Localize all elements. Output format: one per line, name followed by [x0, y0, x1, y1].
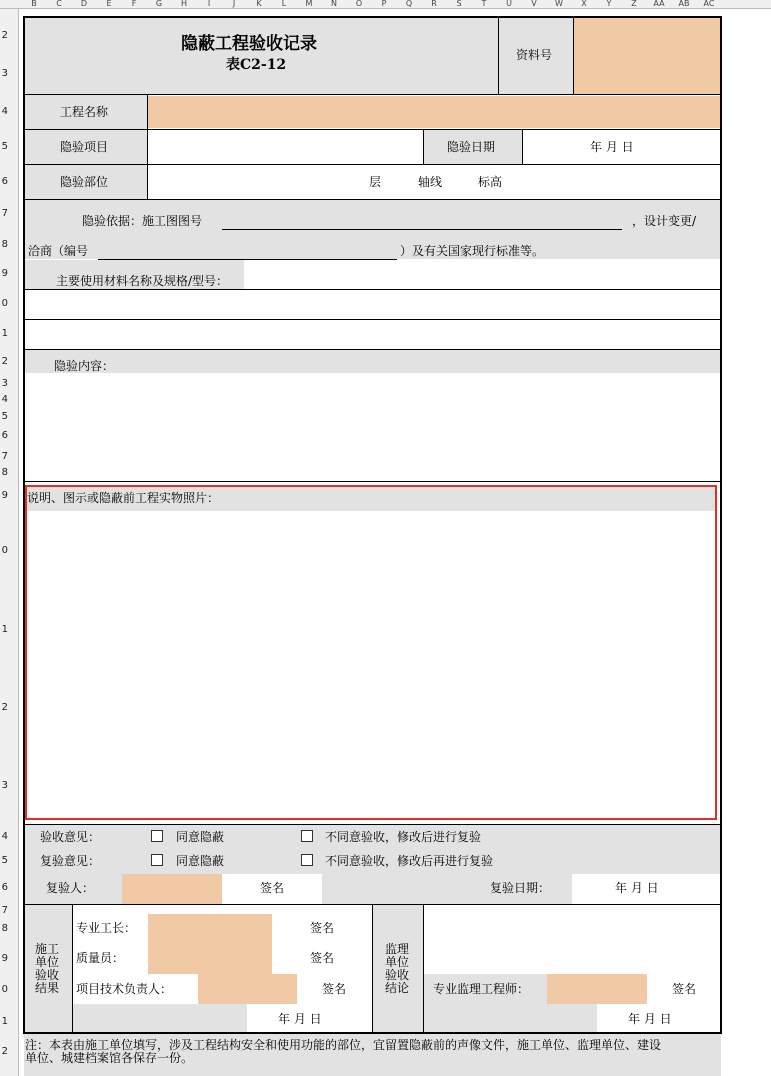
row-header[interactable]: 2 [1, 356, 8, 367]
supervision-unit-4: 结论 [385, 981, 410, 995]
column-header-i[interactable]: I [207, 0, 211, 8]
supervisor-sign: 签名 [672, 982, 697, 996]
agree-hide-label: 同意隐蔽 [176, 830, 225, 844]
disagree-recheck-label: 不同意验收，修改后再进行复验 [325, 854, 494, 868]
column-header-y[interactable]: Y [606, 0, 612, 8]
column-header-g[interactable]: G [155, 0, 163, 8]
foreman-sign: 签名 [310, 921, 335, 935]
form-code: 表C2-12 [226, 57, 287, 73]
column-header-n[interactable]: N [331, 0, 337, 8]
row-header[interactable]: 9 [1, 953, 8, 964]
v-line [423, 904, 424, 1032]
part-layer: 层 [369, 175, 382, 189]
column-header-d[interactable]: D [80, 0, 88, 8]
recheck-date-ymd: 年 月 日 [615, 881, 659, 895]
row-header[interactable]: 7 [1, 905, 8, 916]
drawing-no-underline[interactable] [222, 229, 622, 230]
page-title: 隐蔽工程验收记录 [181, 34, 317, 54]
basis-suffix: ，设计变更/ [632, 214, 697, 228]
part-elevation: 标高 [478, 175, 503, 189]
row-header[interactable]: 6 [1, 430, 8, 441]
h-line [24, 1032, 721, 1034]
v-line [72, 904, 73, 1032]
row-header[interactable]: 7 [1, 451, 8, 462]
date-ymd: 年 月 日 [590, 140, 634, 154]
quality-label: 质量员： [76, 951, 125, 965]
column-header-w[interactable]: W [555, 0, 563, 8]
row-header[interactable]: 4 [1, 831, 8, 842]
row-header[interactable]: 5 [1, 411, 8, 422]
column-header-u[interactable]: U [506, 0, 512, 8]
materials-label: 主要使用材料名称及规格/型号： [56, 274, 229, 288]
materials-underline[interactable] [247, 289, 721, 290]
change-no-underline[interactable] [98, 259, 397, 260]
row-header[interactable]: 2 [1, 702, 8, 713]
v-line [498, 17, 499, 94]
row-header[interactable]: 5 [1, 855, 8, 866]
h-line [24, 129, 721, 130]
tech-leader-label: 项目技术负责人： [76, 982, 173, 996]
column-header-l[interactable]: L [281, 0, 287, 8]
row-header[interactable]: 1 [1, 328, 8, 339]
rechecker-label: 复验人： [46, 881, 95, 895]
column-header-h[interactable]: H [180, 0, 187, 8]
column-header-r[interactable]: R [431, 0, 437, 8]
project-name-label: 工程名称 [60, 105, 109, 119]
basis-line2-prefix: 洽商（编号 [28, 244, 89, 258]
v-line [573, 17, 574, 94]
row-header[interactable]: 0 [1, 298, 8, 309]
row-header[interactable]: 7 [1, 208, 8, 219]
column-header-aa[interactable]: AA [653, 0, 665, 8]
part-label: 隐验部位 [60, 175, 109, 189]
selection-highlight[interactable] [25, 485, 717, 820]
row-header[interactable]: 6 [1, 176, 8, 187]
construction-unit-4: 结果 [35, 981, 60, 995]
h-line [24, 481, 721, 482]
agree-hide2-checkbox[interactable] [151, 854, 163, 866]
v-line [522, 129, 523, 164]
column-header-z[interactable]: Z [631, 0, 637, 8]
row-header[interactable]: 8 [1, 467, 8, 478]
note-line-2: 单位、城建档案馆各保存一份。 [25, 1051, 194, 1065]
supervisor-date-ymd: 年 月 日 [628, 1012, 672, 1026]
column-header-p[interactable]: P [381, 0, 387, 8]
column-header-ab[interactable]: AB [678, 0, 690, 8]
supervisor-label: 专业监理工程师： [433, 982, 530, 996]
row-header[interactable]: 0 [1, 984, 8, 995]
column-header-c[interactable]: C [56, 0, 62, 8]
row-header[interactable]: 8 [1, 923, 8, 934]
basis-line2-suffix: ）及有关国家现行标准等。 [400, 244, 545, 258]
foreman-label: 专业工长： [76, 921, 137, 935]
tech-leader-sign: 签名 [322, 982, 347, 996]
column-header-j[interactable]: J [232, 0, 236, 8]
photo-label: 说明、图示或隐蔽前工程实物照片： [27, 491, 220, 505]
disagree-accept-label: 不同意验收，修改后进行复验 [325, 830, 482, 844]
column-header-e[interactable]: E [106, 0, 112, 8]
column-header-t[interactable]: T [481, 0, 487, 8]
row-header[interactable]: 3 [1, 68, 8, 79]
disagree-accept-checkbox[interactable] [301, 830, 313, 842]
v-line [372, 904, 373, 1032]
content-label: 隐验内容： [54, 359, 115, 373]
basis-prefix: 隐验依据：施工图图号 [82, 214, 203, 228]
column-header-k[interactable]: K [256, 0, 262, 8]
row-header[interactable]: 0 [1, 545, 8, 556]
row-header[interactable]: 4 [1, 394, 8, 405]
disagree-recheck-checkbox[interactable] [301, 854, 313, 866]
h-line [24, 94, 721, 95]
h-line [24, 349, 721, 350]
h-line [24, 319, 721, 320]
quality-sign: 签名 [310, 951, 335, 965]
item-label: 隐验项目 [60, 140, 109, 154]
h-line [24, 824, 721, 825]
note-line-1: 注：本表由施工单位填写，涉及工程结构安全和使用功能的部位，宜留置隐蔽前的声像文件，施工单位、监理单位、建设 [25, 1038, 662, 1052]
v-line [147, 94, 148, 199]
rechecker-sign: 签名 [260, 881, 285, 895]
row-header[interactable]: 4 [1, 106, 8, 117]
row-header[interactable]: 2 [1, 1046, 8, 1057]
construction-unit-1: 施工 [35, 942, 60, 956]
row-header[interactable]: 1 [1, 624, 8, 635]
row-header[interactable]: 3 [1, 378, 8, 389]
supervision-unit-1: 监理 [385, 942, 410, 956]
sign-date-ymd: 年 月 日 [278, 1012, 322, 1026]
doc-no-label: 资料号 [516, 48, 553, 62]
recheck-opinion-label: 复验意见： [40, 854, 101, 868]
row-header[interactable]: 8 [1, 239, 8, 250]
row-header[interactable]: 5 [1, 141, 8, 152]
date-label: 隐验日期 [447, 140, 496, 154]
construction-unit-3: 验收 [35, 968, 60, 982]
row-header[interactable]: 3 [1, 780, 8, 791]
column-header-q[interactable]: Q [405, 0, 413, 8]
row-header[interactable]: 6 [1, 882, 8, 893]
agree-hide-checkbox[interactable] [151, 830, 163, 842]
v-line [423, 129, 424, 164]
column-header-o[interactable]: O [355, 0, 363, 8]
h-line [24, 164, 721, 165]
h-line [24, 199, 721, 200]
agree-hide2-label: 同意隐蔽 [176, 854, 225, 868]
column-header-f[interactable]: F [131, 0, 137, 8]
row-header[interactable]: 9 [1, 268, 8, 279]
column-header-ac[interactable]: AC [703, 0, 715, 8]
column-header-m[interactable]: M [305, 0, 313, 8]
row-header[interactable]: 9 [1, 490, 8, 501]
supervision-unit-2: 单位 [385, 955, 410, 969]
row-header[interactable]: 1 [1, 1016, 8, 1027]
accept-opinion-label: 验收意见： [40, 830, 101, 844]
column-header-x[interactable]: X [581, 0, 587, 8]
recheck-date-label: 复验日期： [490, 881, 551, 895]
row-header[interactable]: 2 [1, 30, 8, 41]
column-header-b[interactable]: B [31, 0, 37, 8]
column-header-s[interactable]: S [456, 0, 462, 8]
column-header-v[interactable]: V [531, 0, 537, 8]
part-axis: 轴线 [418, 175, 443, 189]
construction-unit-2: 单位 [35, 955, 60, 969]
supervision-unit-3: 验收 [385, 968, 410, 982]
